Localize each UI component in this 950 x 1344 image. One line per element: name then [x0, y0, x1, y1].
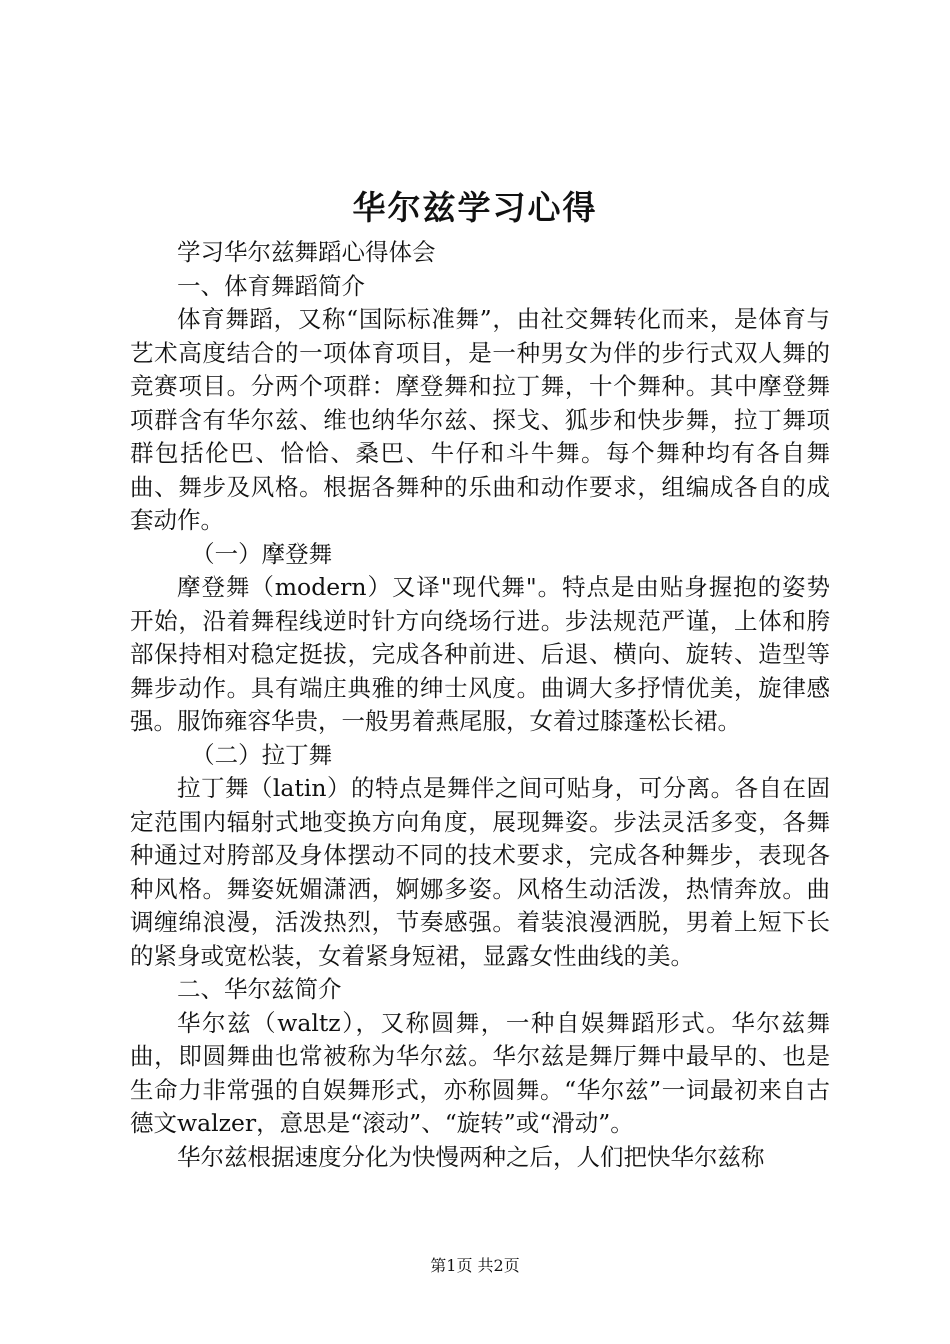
section-heading-sports-dance: 一、体育舞蹈简介	[177, 271, 365, 300]
subheading-latin: （二）拉丁舞	[191, 740, 333, 769]
page-number-footer: 第1页 共2页	[430, 1256, 520, 1275]
document-title: 华尔兹学习心得	[352, 188, 598, 227]
document-body	[130, 236, 830, 1174]
paragraph-latin: 拉丁舞（latin）的特点是舞伴之间可贴身，可分离。各自在固定范围内辐射式地变换方向角度，展现舞姿。步法灵活多变，各舞种通过对胯部及身体摆动不同的技术要求，完成各种舞步，表现各种风格。舞姿妩媚潇洒，婀娜多姿。风格生动活泼，热情奔放。曲调缠绵浪漫，活泼热烈，节奏感强。着装浪漫洒脱，男着上短下长的紧身或宽松装，女着紧身短裙，显露女性曲线的美。	[130, 774, 830, 970]
section-heading-waltz: 二、华尔兹简介	[177, 975, 342, 1003]
paragraph-waltz-speed: 华尔兹根据速度分化为快慢两种之后，人们把快华尔兹称	[177, 1142, 765, 1171]
paragraph-subtitle: 学习华尔兹舞蹈心得体会	[177, 238, 436, 266]
paragraph-sports-dance-intro: 体育舞蹈，又称“国际标准舞”，由社交舞转化而来，是体育与艺术高度结合的一项体育项目，是一种男女为伴的步行式双人舞的竞赛项目。分两个项群：摩登舞和拉丁舞，十个舞种。其中摩登舞项群含有华尔兹、维也纳华尔兹、探戈、狐步和快步舞，拉丁舞项群包括伦巴、恰恰、桑巴、牛仔和斗牛舞。每个舞种均有各自舞曲、舞步及风格。根据各舞种的乐曲和动作要求，组编成各自的成套动作。	[130, 305, 830, 534]
paragraph-waltz-intro: 华尔兹（waltz），又称圆舞，一种自娱舞蹈形式。华尔兹舞曲，即圆舞曲也常被称为华尔兹。华尔兹是舞厅舞中最早的、也是生命力非常强的自娱舞形式，亦称圆舞。“华尔兹”一词最初来自古德文walzer，意思是“滚动”、“旋转”或“滑动”。	[130, 1008, 830, 1137]
subheading-modern: （一）摩登舞	[191, 539, 333, 568]
paragraph-modern: 摩登舞（modern）又译"现代舞"。特点是由贴身握抱的姿势开始，沿着舞程线逆时针方向绕场行进。步法规范严谨，上体和胯部保持相对稳定挺拔，完成各种前进、后退、横向、旋转、造型等舞步动作。具有端庄典雅的绅士风度。曲调大多抒情优美，旋律感强。服饰雍容华贵，一般男着燕尾服，女着过膝蓬松长裙。	[130, 573, 830, 735]
